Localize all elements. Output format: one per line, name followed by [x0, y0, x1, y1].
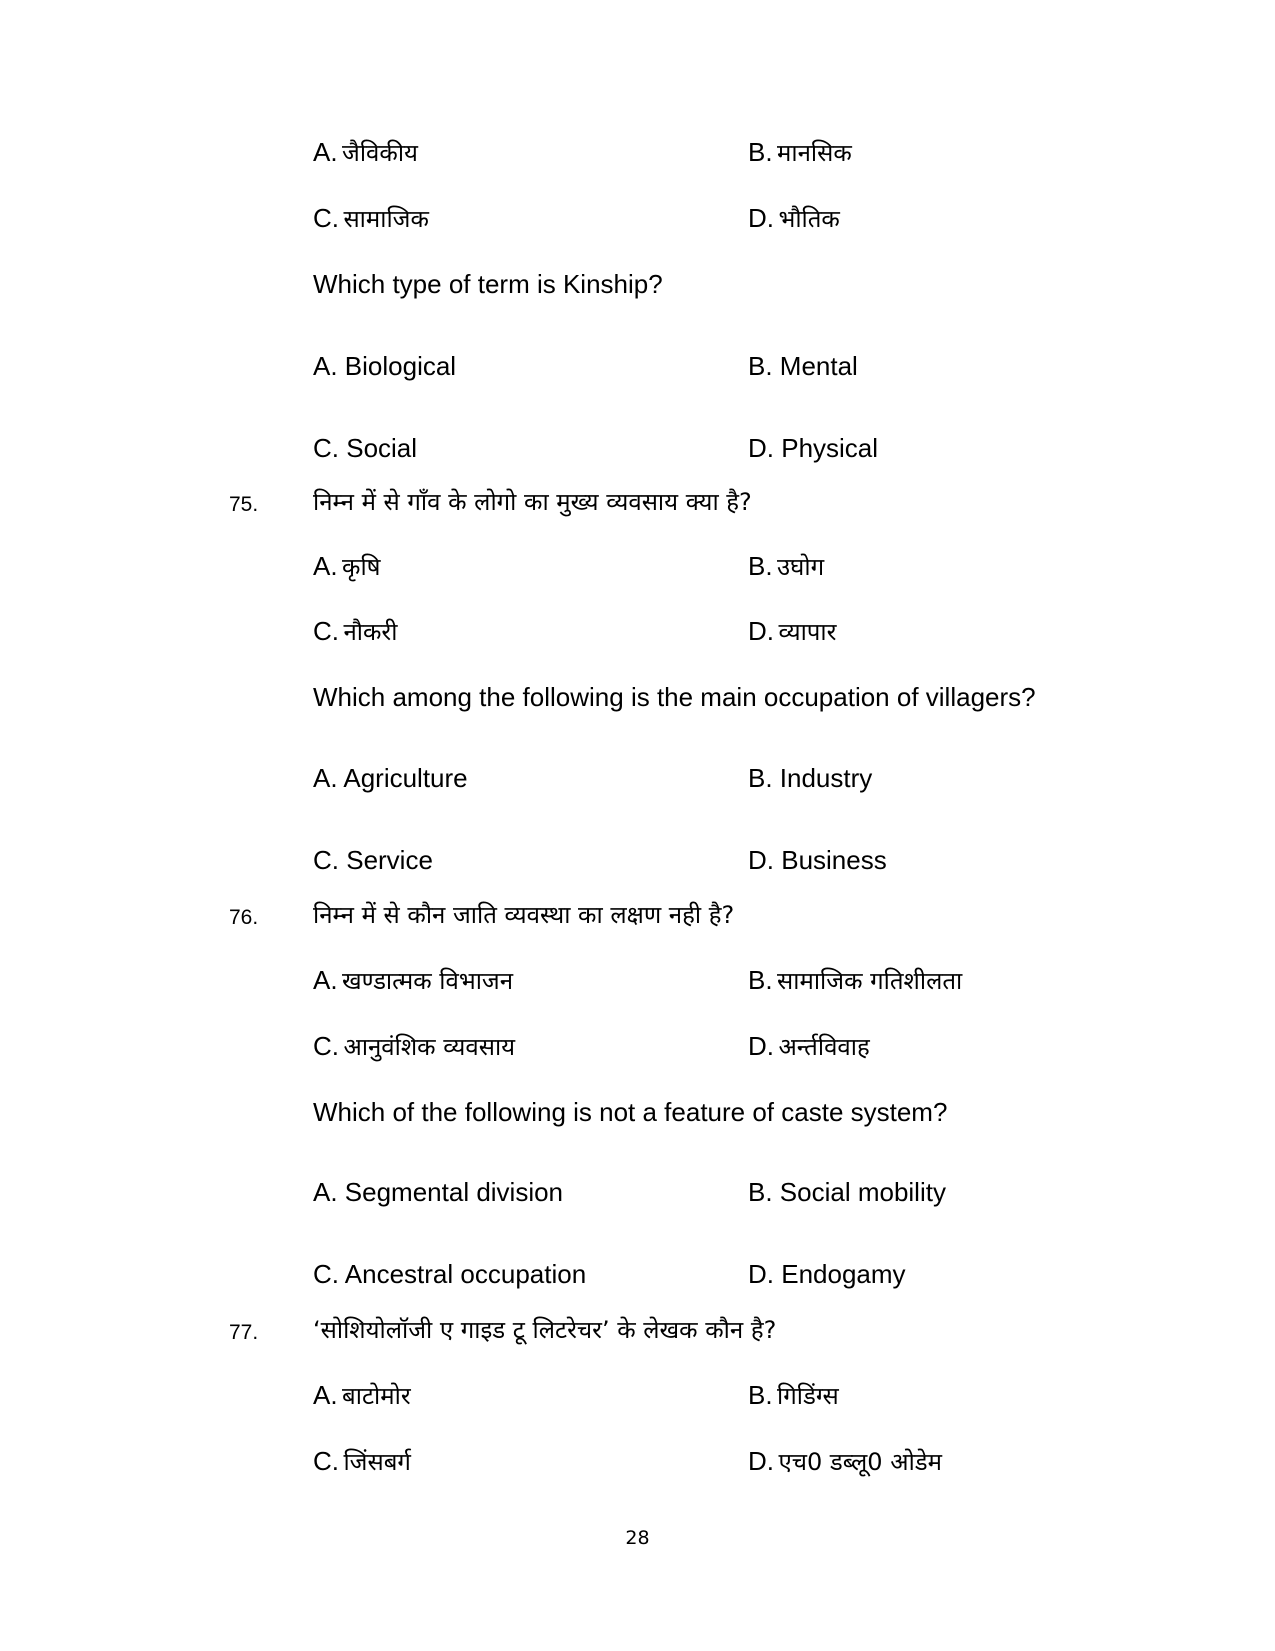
- hi-option-c: [313, 205, 429, 231]
- option-text: कृषि: [342, 553, 381, 581]
- option-letter: C.: [313, 616, 339, 646]
- hi-option-b: [748, 139, 852, 165]
- option-letter: A.: [313, 965, 338, 995]
- option-text: नौकरी: [343, 618, 398, 646]
- hi-option-c: [313, 1448, 411, 1474]
- option-text: उघोग: [777, 553, 825, 581]
- option-letter: A.: [313, 551, 338, 581]
- option-text: सामाजिक: [343, 205, 429, 233]
- option-letter: D.: [748, 616, 774, 646]
- en-question: Which among the following is the main occupation of villagers?: [313, 682, 1036, 712]
- option-letter: A.: [313, 137, 338, 167]
- en-option-c: C. Social: [313, 433, 418, 463]
- option-text: आनुवंशिक व्यवसाय: [343, 1033, 516, 1061]
- hi-option-b: [748, 553, 824, 579]
- en-option-a: A. Agriculture: [313, 763, 468, 793]
- en-option-d: D. Physical: [748, 433, 879, 463]
- en-question: Which type of term is Kinship?: [313, 269, 663, 299]
- hi-option-a: [313, 1382, 411, 1408]
- en-option-d: D. Business: [748, 845, 887, 875]
- hi-option-d: [748, 205, 840, 231]
- hi-option-a: [313, 139, 418, 165]
- question-number: 77.: [229, 1321, 259, 1344]
- hi-option-a: [313, 553, 381, 579]
- question-number: 76.: [229, 906, 259, 929]
- en-option-c: C. Service: [313, 845, 433, 875]
- option-letter: C.: [313, 1031, 339, 1061]
- option-letter: D.: [748, 203, 774, 233]
- option-letter: D.: [748, 1031, 774, 1061]
- option-letter: A.: [313, 1380, 338, 1410]
- en-option-b: B. Social mobility: [748, 1177, 946, 1207]
- option-text: एच0 डब्लू0 ओडेम: [778, 1448, 942, 1476]
- en-question: Which of the following is not a feature of caste system?: [313, 1097, 948, 1127]
- page-number: 28: [625, 1527, 650, 1549]
- question-number: 75.: [229, 493, 259, 516]
- hi-option-c: [313, 618, 397, 644]
- option-text: गिडिंग्स: [777, 1382, 839, 1410]
- en-option-a: A. Segmental division: [313, 1177, 564, 1207]
- en-option-a: A. Biological: [313, 351, 457, 381]
- option-letter: D.: [748, 1446, 774, 1476]
- en-option-c: C. Ancestral occupation: [313, 1259, 587, 1289]
- option-letter: B.: [748, 551, 773, 581]
- option-letter: C.: [313, 1446, 339, 1476]
- option-text: मानसिक: [777, 139, 852, 167]
- option-letter: B.: [748, 137, 773, 167]
- option-text: सामाजिक गतिशीलता: [777, 967, 963, 995]
- hi-option-c: [313, 1033, 515, 1059]
- option-text: बाटोमोर: [342, 1382, 411, 1410]
- option-text: खण्डात्मक विभाजन: [342, 967, 514, 995]
- hi-question: निम्न में से गाँव के लोगो का मुख्य व्यवसाय क्या है?: [313, 488, 752, 516]
- option-letter: B.: [748, 965, 773, 995]
- hi-option-b: [748, 1382, 839, 1408]
- hi-option-d: [748, 1448, 942, 1474]
- option-text: भौतिक: [778, 205, 840, 233]
- option-letter: B.: [748, 1380, 773, 1410]
- en-option-d: D. Endogamy: [748, 1259, 906, 1289]
- hi-question: ‘सोशियोलॉजी ए गाइड टू लिटरेचर’ के लेखक कौन है?: [313, 1316, 777, 1344]
- option-text: व्यापार: [778, 618, 837, 646]
- hi-question: निम्न में से कौन जाति व्यवस्था का लक्षण नही है?: [313, 901, 735, 929]
- en-option-b: B. Industry: [748, 763, 873, 793]
- hi-option-a: [313, 967, 513, 993]
- hi-option-d: [748, 1033, 870, 1059]
- hi-option-b: [748, 967, 962, 993]
- option-text: जैविकीय: [342, 139, 418, 167]
- option-text: जिंसबर्ग: [343, 1448, 411, 1476]
- en-option-b: B. Mental: [748, 351, 858, 381]
- option-letter: C.: [313, 203, 339, 233]
- option-text: अर्न्तविवाह: [778, 1033, 870, 1061]
- hi-option-d: [748, 618, 836, 644]
